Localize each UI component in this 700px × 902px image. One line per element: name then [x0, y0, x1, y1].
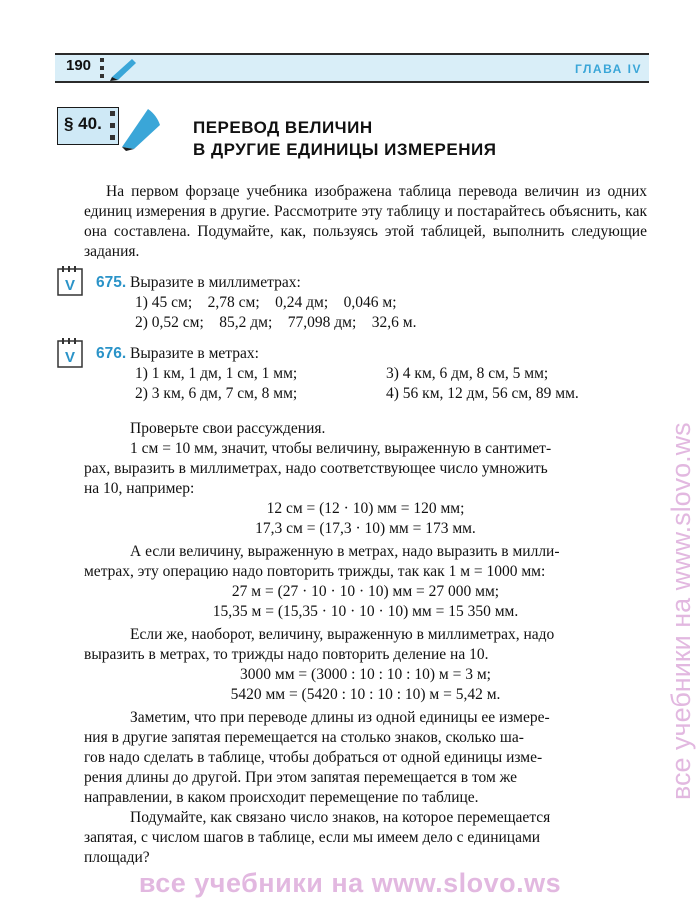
para4-line5: направлении, в каком происходит перемещение по таблице. — [84, 789, 479, 806]
para3-line1: Если же, наоборот, величину, выраженную в миллиметрах, надо — [130, 626, 555, 643]
para2-line2: метрах, эту операцию надо повторить трижды, так как 1 м = 1000 мм: — [84, 563, 546, 580]
section-title-line1: ПЕРЕВОД ВЕЛИЧИН — [193, 118, 373, 137]
chapter-label: ГЛАВА IV — [575, 62, 642, 76]
vertical-watermark-text: все учебники на www.slovo.ws — [666, 422, 696, 800]
formula-6: 5420 мм = (5420 : 10 : 10 : 10) м = 5,42 м. — [230, 686, 501, 703]
para2-line1: А если величину, выраженную в метрах, надо выразить в милли- — [130, 543, 560, 560]
formula-2: 17,3 см = (17,3 · 10) мм = 173 мм. — [255, 520, 476, 537]
formula-4: 15,35 м = (15,35 · 10 · 10 · 10) мм = 15 350 мм. — [212, 603, 519, 620]
section-number: § 40. — [64, 114, 102, 133]
check-line: Проверьте свои рассуждения. — [130, 420, 326, 437]
formula-3: 27 м = (27 · 10 · 10 · 10) мм = 27 000 мм; — [231, 583, 500, 600]
task-676-item3: 3) 4 км, 6 дм, 8 см, 5 мм; — [386, 365, 549, 382]
header-rules — [55, 53, 649, 83]
para1-line3: на 10, например: — [84, 480, 195, 497]
para4-line1: Заметим, что при переводе длины из одной единицы ее измере- — [130, 709, 550, 726]
intro-paragraph: На первом форзаце учебника изображена таблица перевода величин из одних единиц измерения в другие. Рассмотрите эту таблицу и постарайтесь объяснить, как она составлена. Подумайте, как, пользуясь этой таблицей, выполнить следующие задания. — [84, 183, 647, 260]
notebook-icon — [98, 55, 142, 83]
notebook-page-icon — [108, 103, 166, 153]
para1-line1: 1 см = 10 мм, значит, чтобы величину, выраженную в сантимет- — [130, 440, 552, 457]
para5-line2: запятая, с числом шагов в таблице, если мы имеем дело с единицами — [84, 829, 541, 846]
task-675-heading — [96, 273, 301, 293]
para4-line3: гов надо сделать в таблице, чтобы добраться от одной единицы изме- — [84, 749, 543, 766]
task-676-heading — [96, 344, 259, 364]
exercise-v-icon — [57, 266, 83, 296]
section-title — [193, 117, 496, 161]
formula-1: 12 см = (12 · 10) мм = 120 мм; — [266, 500, 465, 517]
task-676-item4: 4) 56 км, 12 дм, 56 см, 89 мм. — [386, 385, 579, 402]
para4-line4: рения длины до другой. При этом запятая перемещается в том же — [84, 769, 518, 786]
para1-line2: рах, выразить в миллиметрах, надо соответствующее число умножить — [84, 460, 548, 477]
vertical-watermark — [660, 80, 700, 800]
task-675-line2: 2) 0,52 см; 85,2 дм; 77,098 дм; 32,6 м. — [135, 314, 417, 331]
para3-line2: выразить в метрах, то трижды надо повторить деление на 10. — [84, 646, 489, 663]
exercise-v-icon — [57, 338, 83, 368]
section-title-line2: В ДРУГИЕ ЕДИНИЦЫ ИЗМЕРЕНИЯ — [193, 140, 497, 159]
task-675-number: 675. — [96, 274, 127, 291]
task-676-item1: 1) 1 км, 1 дм, 1 см, 1 мм; — [135, 365, 298, 382]
task-675-line1: 1) 45 см; 2,78 см; 0,24 дм; 0,046 м; — [135, 294, 397, 311]
para5-line3: площади? — [84, 849, 150, 866]
exercise-v-letter: V — [64, 277, 76, 294]
para4-line2: ния в другие запятая перемещается на столько знаков, сколько ша- — [84, 729, 524, 746]
bottom-watermark: все учебники на www.slovo.ws — [138, 868, 562, 898]
formula-5: 3000 мм = (3000 : 10 : 10 : 10) м = 3 м; — [240, 666, 491, 683]
para5-line1: Подумайте, как связано число знаков, на которое перемещается — [130, 809, 551, 826]
task-675-prompt: Выразите в миллиметрах: — [130, 274, 301, 291]
exercise-v-letter: V — [64, 349, 76, 366]
task-676-item2: 2) 3 км, 6 дм, 7 см, 8 мм; — [135, 385, 298, 402]
task-676-number: 676. — [96, 345, 127, 362]
task-676-prompt: Выразите в метрах: — [130, 345, 259, 362]
page-number: 190 — [66, 57, 92, 74]
